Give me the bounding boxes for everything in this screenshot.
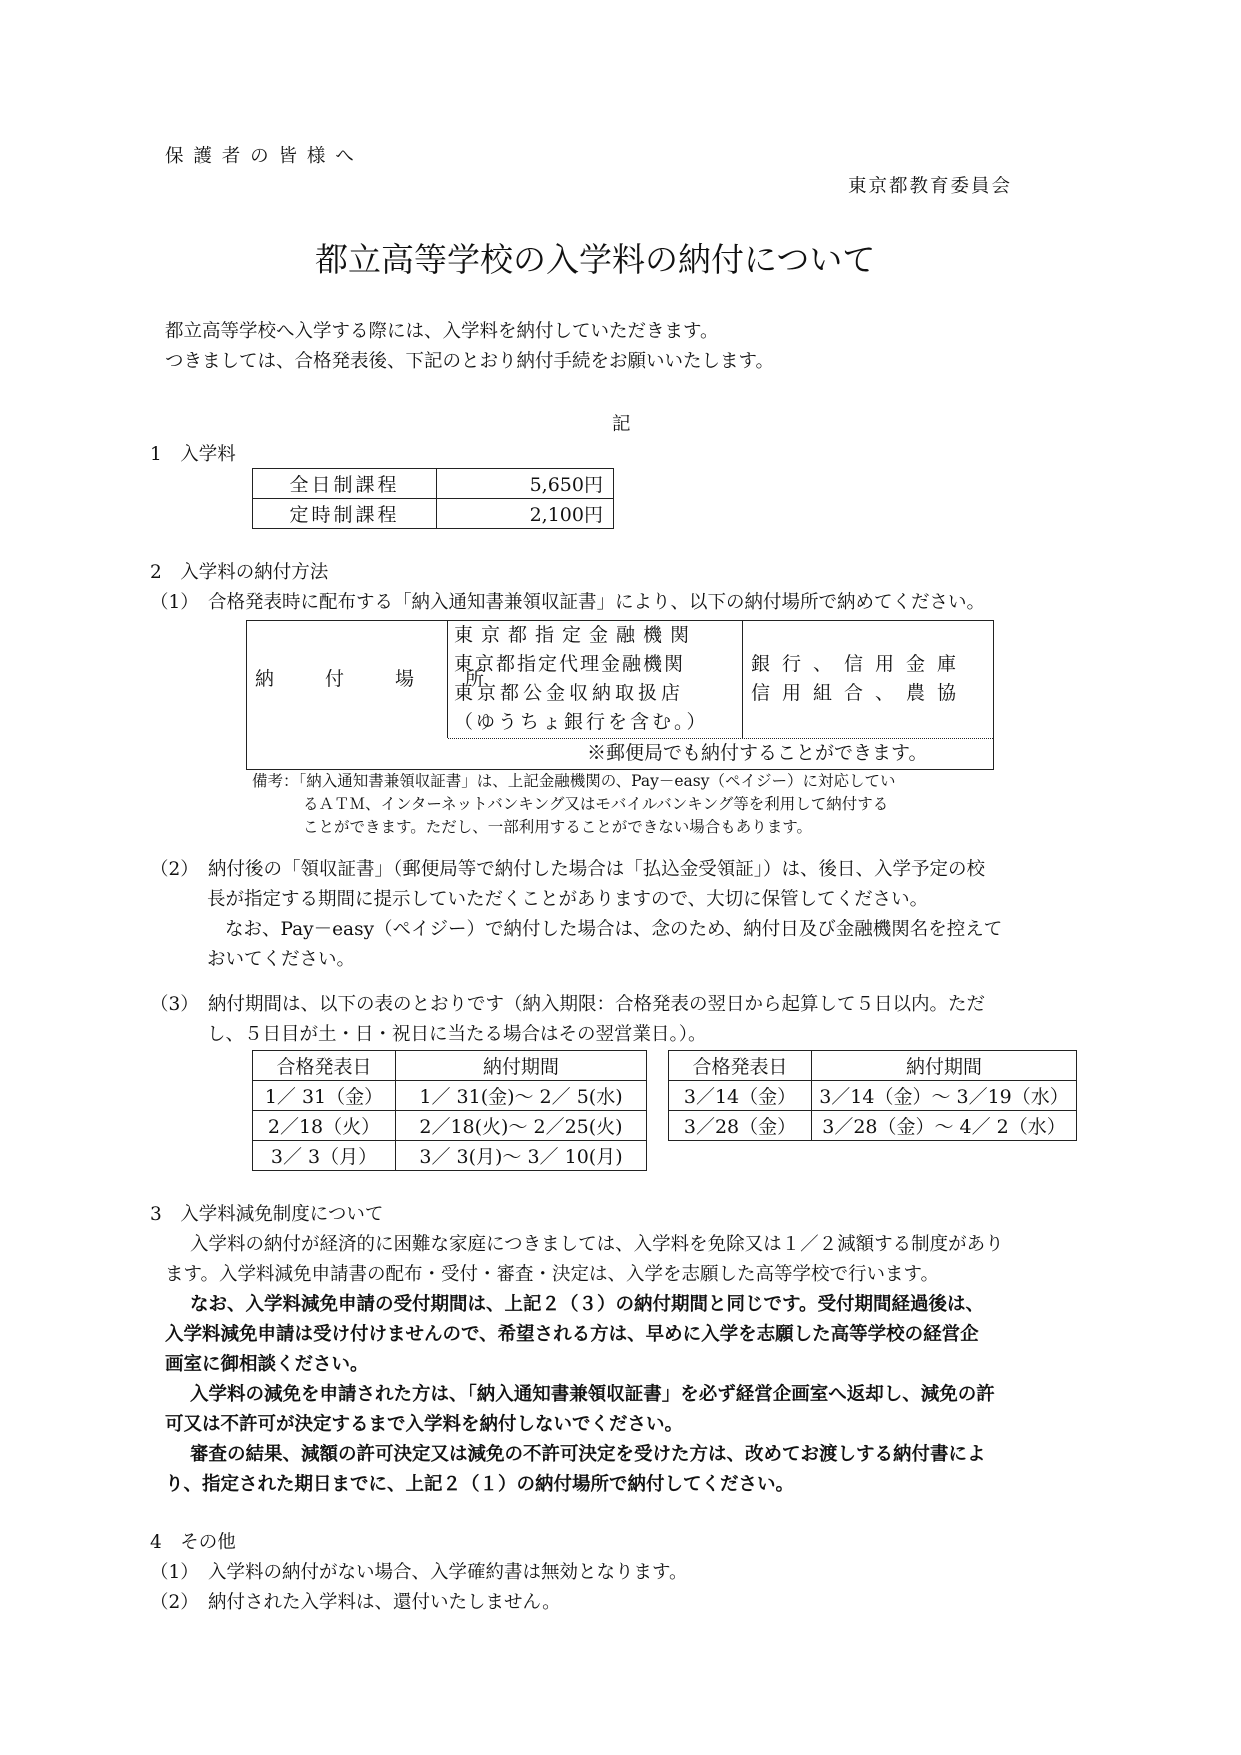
institution-1: 東京都指定金融機関 [454, 624, 698, 646]
section3-bold3-line-2: り、指定された期日までに、上記２（１）の納付場所で納付してください。 [165, 1474, 795, 1495]
section3-bold3-line-1: 審査の結果、減額の許可決定又は減免の不許可決定を受けた方は、改めてお渡しする納付書によ [190, 1444, 986, 1465]
payment-period: 2／18(火)～ 2／25(火) [396, 1111, 647, 1141]
section3-bold1-line-3: 画室に御相談ください。 [165, 1354, 369, 1375]
institution-2: 東京都指定代理金融機関 [454, 653, 686, 675]
announce-date: 2／18（火） [253, 1111, 396, 1141]
item2-line-3: なお、Pay－easy（ペイジー）で納付した場合は、念のため、納付日及び金融機関名を控えて [225, 919, 1003, 940]
section3-bold1-line-2: 入学料減免申請は受け付けませんので、希望される方は、早めに入学を志願した高等学校の経営企 [165, 1324, 979, 1345]
table-row [253, 1111, 647, 1141]
fee-row [253, 469, 614, 499]
ki-label: 記 [612, 414, 631, 435]
item2-line-4: おいてください。 [207, 949, 356, 970]
payment-period: 3／14（金）～ 3／19（水） [812, 1081, 1077, 1111]
issuer: 東京都教育委員会 [848, 176, 1013, 197]
section3-bold2-line-2: 可又は不許可が決定するまで入学料を納付しないでください。 [165, 1414, 684, 1435]
institution-4: （ゆうちょ銀行を含む。） [454, 711, 709, 733]
fee-amount: 2,100円 [437, 499, 614, 529]
fee-table [252, 468, 614, 529]
place-label: 納 付 場 所 [255, 668, 501, 690]
type-2: 信用組合、農協 [751, 682, 969, 704]
section2-heading: 2 入学料の納付方法 [150, 562, 329, 583]
fee-amount: 5,650円 [437, 469, 614, 499]
announce-date: 3／14（金） [669, 1081, 812, 1111]
payment-period: 3／ 3(月)～ 3／ 10(月) [396, 1141, 647, 1171]
period-header-date: 合格発表日 [669, 1051, 812, 1081]
item2-line-2: 長が指定する期間に提示していただくことがありますので、大切に保管してください。 [207, 889, 929, 910]
section3-para1-line-1: 入学料の納付が経済的に困難な家庭につきましては、入学料を免除又は１／２減額する制度があり [190, 1234, 1004, 1255]
payment-period: 1／ 31(金)～ 2／ 5(水) [396, 1081, 647, 1111]
announce-date: 1／ 31（金） [253, 1081, 396, 1111]
section3-bold2-line-1: 入学料の減免を申請された方は、「納入通知書兼領収証書」を必ず経営企画室へ返却し、減免の許 [190, 1384, 995, 1405]
table-row [253, 1081, 647, 1111]
institution-3: 東京都公金収納取扱店 [454, 682, 685, 704]
period-header-row [669, 1051, 1077, 1081]
fee-row [253, 499, 614, 529]
item3-line-1: （3） 納付期間は、以下の表のとおりです（納入期限：合格発表の翌日から起算して５日以内。ただ [150, 994, 986, 1015]
page-title: 都立高等学校の入学料の納付について [315, 240, 876, 279]
section2-item1: （1） 合格発表時に配布する「納入通知書兼領収証書」により、以下の納付場所で納めてください。 [150, 592, 986, 613]
section3-bold1-line-1: なお、入学料減免申請の受付期間は、上記２（３）の納付期間と同じです。受付期間経過後は、 [190, 1294, 985, 1315]
announce-date: 3／28（金） [669, 1111, 812, 1141]
section4-item-1: （1） 入学料の納付がない場合、入学確約書は無効となります。 [150, 1562, 688, 1583]
intro-line-2: つきましては、合格発表後、下記のとおり納付手続をお願いいたします。 [165, 351, 775, 372]
institutions-cell [448, 621, 743, 738]
period-table-right [668, 1050, 1077, 1141]
post-office-note: ※郵便局でも納付することができます。 [587, 742, 928, 764]
fee-course: 定時制課程 [253, 499, 437, 529]
types-cell [743, 621, 993, 738]
table-row [253, 1141, 647, 1171]
section1-heading: 1 入学料 [150, 444, 236, 465]
intro-line-1: 都立高等学校へ入学する際には、入学料を納付していただきます。 [165, 321, 719, 342]
payment-period: 3／28（金）～ 4／ 2（水） [812, 1111, 1077, 1141]
period-header-date: 合格発表日 [253, 1051, 396, 1081]
period-table-left [252, 1050, 647, 1171]
section4-item-2: （2） 納付された入学料は、還付いたしません。 [150, 1592, 561, 1613]
fee-course: 全日制課程 [253, 469, 437, 499]
remark-line-2: るＡＴＭ、インターネットバンキング又はモバイルバンキング等を利用して納付する [303, 795, 889, 813]
period-header-period: 納付期間 [812, 1051, 1077, 1081]
type-1: 銀行、信用金庫 [751, 653, 969, 675]
section4-heading: 4 その他 [150, 1532, 236, 1553]
section3-heading: 3 入学料減免制度について [150, 1204, 384, 1225]
period-header-period: 納付期間 [396, 1051, 647, 1081]
remark-line-3: ことができます。ただし、一部利用することができない場合もあります。 [303, 818, 813, 836]
item2-line-1: （2） 納付後の「領収証書」（郵便局等で納付した場合は「払込金受領証」）は、後日、入学予定の校 [150, 859, 986, 880]
period-header-row [253, 1051, 647, 1081]
table-row [669, 1111, 1077, 1141]
remark-line-1: 備考：「納入通知書兼領収証書」は、上記金融機関の、Pay－easy（ペイジー）に対応してい [252, 772, 896, 790]
announce-date: 3／ 3（月） [253, 1141, 396, 1171]
table-row [669, 1081, 1077, 1111]
item3-line-2: し、５日目が土・日・祝日に当たる場合はその翌営業日。）。 [207, 1024, 707, 1045]
place-label-cell [247, 621, 501, 738]
addressee: 保 護 者 の 皆 様 へ [165, 146, 356, 167]
payment-place-table [246, 620, 994, 770]
section3-para1-line-2: ます。入学料減免申請書の配布・受付・審査・決定は、入学を志願した高等学校で行います。 [165, 1264, 940, 1285]
